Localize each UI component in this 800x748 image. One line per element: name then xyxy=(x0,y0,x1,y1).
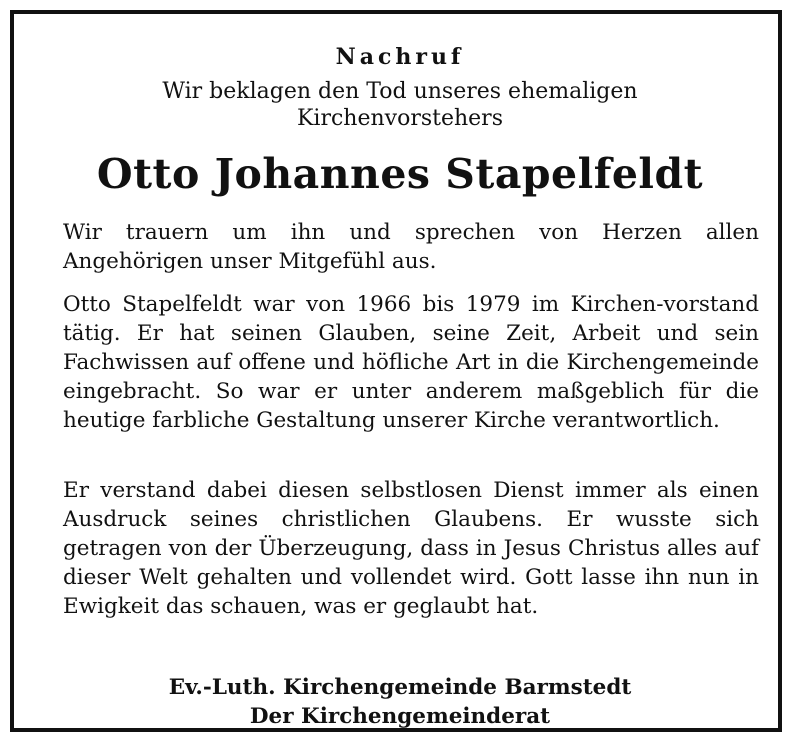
intro-text xyxy=(14,78,786,132)
signature-parish: Ev.-Luth. Kirchengemeinde Barmstedt xyxy=(168,675,632,700)
intro-line-2: Kirchenvorstehers xyxy=(296,106,503,131)
deceased-name: Otto Johannes Stapelfeldt xyxy=(96,150,704,198)
paragraph-faith: Er verstand dabei diesen selbstlosen Dienst immer als einen Ausdruck seines christlichen Glaubens. Er wusste sich getragen von der Überzeugung, dass in Jesus Christus alles auf dieser Welt gehalten und vollendet wird. Gott lasse ihn nun in Ewigkeit das schauen, was er geglaubt hat. xyxy=(63,478,759,619)
obituary-heading: Nachruf xyxy=(335,44,465,70)
intro-line-1: Wir beklagen den Tod unseres ehemaligen xyxy=(162,79,638,104)
paragraph-service: Otto Stapelfeldt war von 1966 bis 1979 im Kirchen-vorstand tätig. Er hat seinen Glauben, seine Zeit, Arbeit und sein Fachwissen auf offene und höfliche Art in die Kirchengemeinde eingebracht. So war er unter anderem maßgeblich für die heutige farbliche Gestaltung unserer Kirche verantwortlich. xyxy=(63,292,759,433)
obituary-frame xyxy=(10,10,782,732)
signature-council: Der Kirchengemeinderat xyxy=(249,704,551,729)
paragraph-condolence: Wir trauern um ihn und sprechen von Herzen allen Angehörigen unser Mitgefühl aus. xyxy=(63,220,759,274)
